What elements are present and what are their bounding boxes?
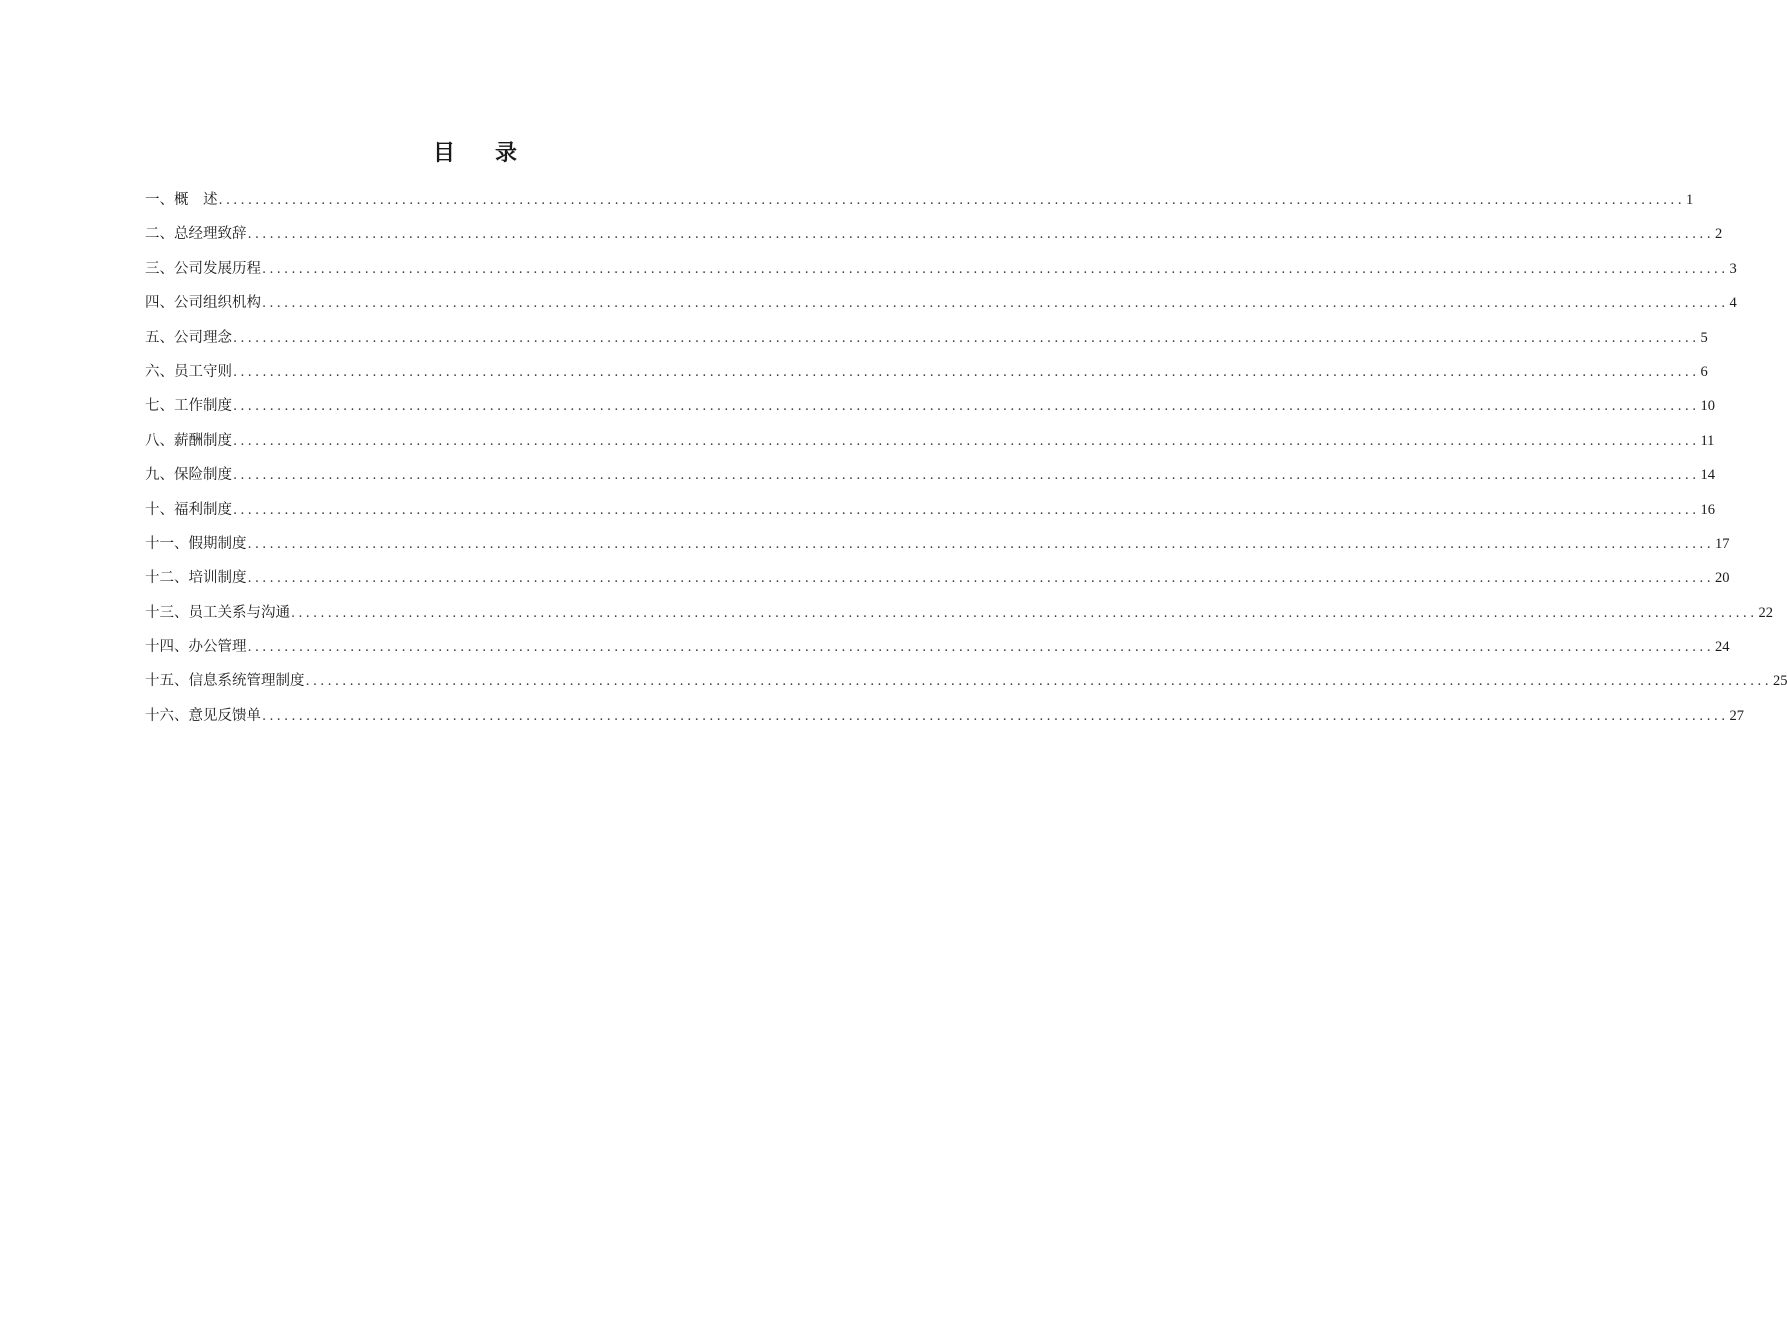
toc-entry[interactable] xyxy=(145,671,1787,705)
toc-entry[interactable] xyxy=(145,293,1737,327)
toc-entry[interactable] xyxy=(145,224,1723,258)
toc-entry-page: 5 xyxy=(1700,329,1708,346)
toc-entry-page: 6 xyxy=(1700,363,1708,380)
toc-entry-label: 九、保险制度 xyxy=(145,467,232,484)
toc-entry-page: 1 xyxy=(1685,192,1694,208)
toc-dot-leader: ........................................................................................................................................................................................................ xyxy=(233,330,1700,346)
toc-entry-page: 17 xyxy=(1714,535,1730,552)
toc-entry[interactable] xyxy=(145,431,1715,465)
toc-entry[interactable] xyxy=(145,396,1715,430)
toc-entry-label: 八、薪酬制度 xyxy=(145,432,232,449)
toc-entry-page: 10 xyxy=(1700,398,1715,415)
toc-entry-label: 十三、员工关系与沟通 xyxy=(145,604,290,621)
toc-entry-label: 七、工作制度 xyxy=(145,398,232,415)
toc-title-char-1: 目 xyxy=(432,141,455,166)
toc-entry-label: 一、概 述 xyxy=(145,192,218,208)
toc-entry-label: 十二、培训制度 xyxy=(145,570,247,587)
toc-entry[interactable] xyxy=(145,259,1737,293)
toc-entry-label: 十、福利制度 xyxy=(145,501,232,518)
toc-entry-label: 十四、办公管理 xyxy=(145,639,247,656)
toc-dot-leader: ........................................................................................................................................................................................................ xyxy=(305,674,1772,690)
toc-title-char-2: 录 xyxy=(495,141,518,166)
toc-entry-page: 20 xyxy=(1714,570,1730,587)
toc-entry[interactable] xyxy=(145,362,1708,396)
toc-dot-leader: ........................................................................................................................................................................................................ xyxy=(233,502,1700,518)
toc-entry-page: 16 xyxy=(1700,501,1715,518)
toc-dot-leader: ........................................................................................................................................................................................................ xyxy=(262,708,1729,724)
toc-entry-label: 五、公司理念 xyxy=(145,329,232,346)
toc-entry-label: 十五、信息系统管理制度 xyxy=(145,673,305,690)
toc-dot-leader: ........................................................................................................................................................................................................ xyxy=(233,433,1700,449)
table-of-contents xyxy=(145,190,1787,740)
toc-entry-page: 3 xyxy=(1729,260,1737,277)
toc-entry-page: 24 xyxy=(1714,639,1730,656)
toc-entry-label: 十六、意见反馈单 xyxy=(145,707,261,724)
toc-entry-label: 十一、假期制度 xyxy=(145,535,247,552)
toc-dot-leader: ........................................................................................................................................................................................................ xyxy=(247,640,1714,656)
toc-entry-label: 二、总经理致辞 xyxy=(145,226,247,243)
toc-entry[interactable] xyxy=(145,534,1730,568)
toc-entry-page: 22 xyxy=(1758,604,1773,621)
toc-dot-leader: ........................................................................................................................................................................................................ xyxy=(247,227,1714,243)
toc-entry[interactable] xyxy=(145,603,1773,637)
toc-entry[interactable] xyxy=(145,706,1744,740)
toc-entry[interactable] xyxy=(145,465,1715,499)
toc-dot-leader: ........................................................................................................................................................................................................ xyxy=(291,605,1758,621)
toc-dot-leader: ........................................................................................................................................................................................................ xyxy=(233,399,1700,415)
toc-dot-leader: ........................................................................................................................................................................................................ xyxy=(247,571,1714,587)
toc-dot-leader: ........................................................................................................................................................................................................ xyxy=(233,468,1700,484)
toc-dot-leader: ........................................................................................................................................................................................................ xyxy=(247,536,1714,552)
toc-entry[interactable] xyxy=(145,568,1730,602)
toc-entry-label: 四、公司组织机构 xyxy=(145,295,261,312)
toc-entry-page: 11 xyxy=(1700,432,1715,449)
toc-entry-page: 27 xyxy=(1729,707,1744,724)
toc-dot-leader: ........................................................................................................................................................................................................ xyxy=(233,364,1700,380)
toc-dot-leader: ........................................................................................................................................................................................................ xyxy=(262,261,1729,277)
toc-entry[interactable] xyxy=(145,328,1708,362)
toc-entry[interactable] xyxy=(145,637,1730,671)
toc-entry-page: 25 xyxy=(1772,673,1787,690)
toc-entry-page: 4 xyxy=(1729,295,1737,312)
toc-entry[interactable] xyxy=(145,500,1715,534)
toc-entry-label: 三、公司发展历程 xyxy=(145,260,261,277)
toc-entry[interactable] xyxy=(145,190,1694,224)
toc-entry-page: 2 xyxy=(1714,226,1723,243)
toc-title xyxy=(0,136,950,167)
toc-dot-leader: ........................................................................................................................................................................................................ xyxy=(218,193,1685,208)
toc-entry-label: 六、员工守则 xyxy=(145,363,232,380)
toc-entry-page: 14 xyxy=(1700,467,1715,484)
toc-dot-leader: ........................................................................................................................................................................................................ xyxy=(262,296,1729,312)
